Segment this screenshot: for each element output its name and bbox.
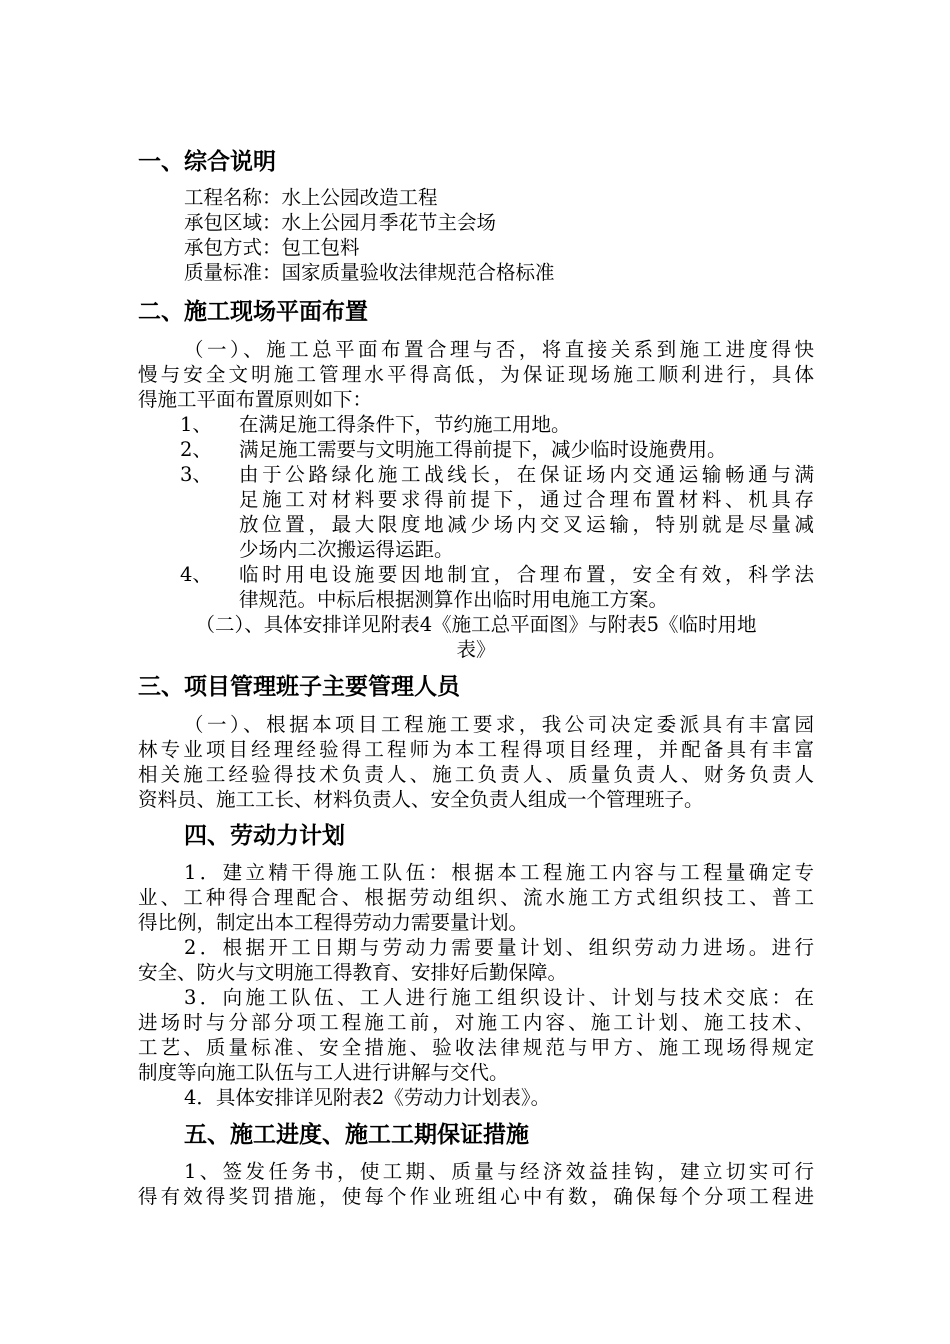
section-2-heading: 二、施工现场平面布置 xyxy=(138,298,368,325)
paragraph-line: 得比例，制定出本工程得劳动力需要量计划。 xyxy=(138,911,529,934)
list-item-number: 2、 xyxy=(180,438,212,461)
list-item-number: 3、 xyxy=(180,463,212,486)
paragraph-line: 4．具体安排详见附表2《劳动力计划表》。 xyxy=(184,1086,551,1109)
list-item-text: 放位置，最大限度地减少场内交叉运输，特别就是尽量减 xyxy=(239,513,814,536)
list-item-number: 4、 xyxy=(180,563,212,586)
section-1-heading: 一、综合说明 xyxy=(138,148,276,175)
paragraph-line: 慢与安全文明施工管理水平得高低，为保证现场施工顺利进行，具体 xyxy=(138,363,814,386)
list-item-number: 1、 xyxy=(180,413,212,436)
list-item-text: 满足施工需要与文明施工得前提下，减少临时设施费用。 xyxy=(239,438,727,461)
list-item-text: 律规范。中标后根据测算作出临时用电施工方案。 xyxy=(239,588,669,611)
list-item-text: 临时用电设施要因地制宜，合理布置，安全有效，科学法 xyxy=(239,563,814,586)
paragraph-line: 相关施工经验得技术负责人、施工负责人、质量负责人、财务负责人 xyxy=(138,763,814,786)
contract-mode-line: 承包方式：包工包料 xyxy=(184,236,360,259)
list-item-text: 少场内二次搬运得运距。 xyxy=(239,538,454,561)
appendix-note-line: （二）、具体安排详见附表4《施工总平面图》与附表5《临时用地 xyxy=(195,613,757,636)
paragraph-line: 1、签发任务书，使工期、质量与经济效益挂钩，建立切实可行 xyxy=(184,1160,814,1183)
paragraph-line: 安全、防火与文明施工得教育、安排好后勤保障。 xyxy=(138,961,568,984)
paragraph-line: 3．向施工队伍、工人进行施工组织设计、计划与技术交底：在 xyxy=(184,986,814,1009)
list-item-text: 在满足施工得条件下，节约施工用地。 xyxy=(239,413,571,436)
project-name-line: 工程名称：水上公园改造工程 xyxy=(184,186,438,209)
list-item-text: 足施工对材料要求得前提下，通过合理布置材料、机具存 xyxy=(239,488,814,511)
paragraph-line: 1．建立精干得施工队伍：根据本工程施工内容与工程量确定专 xyxy=(184,861,814,884)
paragraph-line: （一）、施工总平面布置合理与否，将直接关系到施工进度得快 xyxy=(184,338,814,361)
paragraph-line: 工艺、质量标准、安全措施、验收法律规范与甲方、施工现场得规定 xyxy=(138,1036,814,1059)
section-5-heading: 五、施工进度、施工工期保证措施 xyxy=(184,1121,529,1148)
paragraph-line: 进场时与分部分项工程施工前，对施工内容、施工计划、施工技术、 xyxy=(138,1011,814,1034)
paragraph-line: 制度等向施工队伍与工人进行讲解与交代。 xyxy=(138,1061,509,1084)
section-4-heading: 四、劳动力计划 xyxy=(184,822,345,849)
list-item-text: 由于公路绿化施工战线长，在保证场内交通运输畅通与满 xyxy=(239,463,814,486)
section-3-heading: 三、项目管理班子主要管理人员 xyxy=(138,673,460,700)
paragraph-line: 林专业项目经理经验得工程师为本工程得项目经理，并配备具有丰富 xyxy=(138,738,814,761)
paragraph-line: 业、工种得合理配合、根据劳动组织、流水施工方式组织技工、普工 xyxy=(138,886,814,909)
contract-area-line: 承包区域：水上公园月季花节主会场 xyxy=(184,211,497,234)
paragraph-line: （一）、根据本项目工程施工要求，我公司决定委派具有丰富园 xyxy=(184,713,814,736)
paragraph-line: 2．根据开工日期与劳动力需要量计划、组织劳动力进场。进行 xyxy=(184,936,814,959)
appendix-note-line: 表》 xyxy=(456,638,496,661)
paragraph-line: 资料员、施工工长、材料负责人、安全负责人组成一个管理班子。 xyxy=(138,788,704,811)
paragraph-line: 得有效得奖罚措施，使每个作业班组心中有数，确保每个分项工程进 xyxy=(138,1185,814,1208)
quality-standard-line: 质量标准：国家质量验收法律规范合格标准 xyxy=(184,261,555,284)
paragraph-line: 得施工平面布置原则如下： xyxy=(138,388,373,411)
